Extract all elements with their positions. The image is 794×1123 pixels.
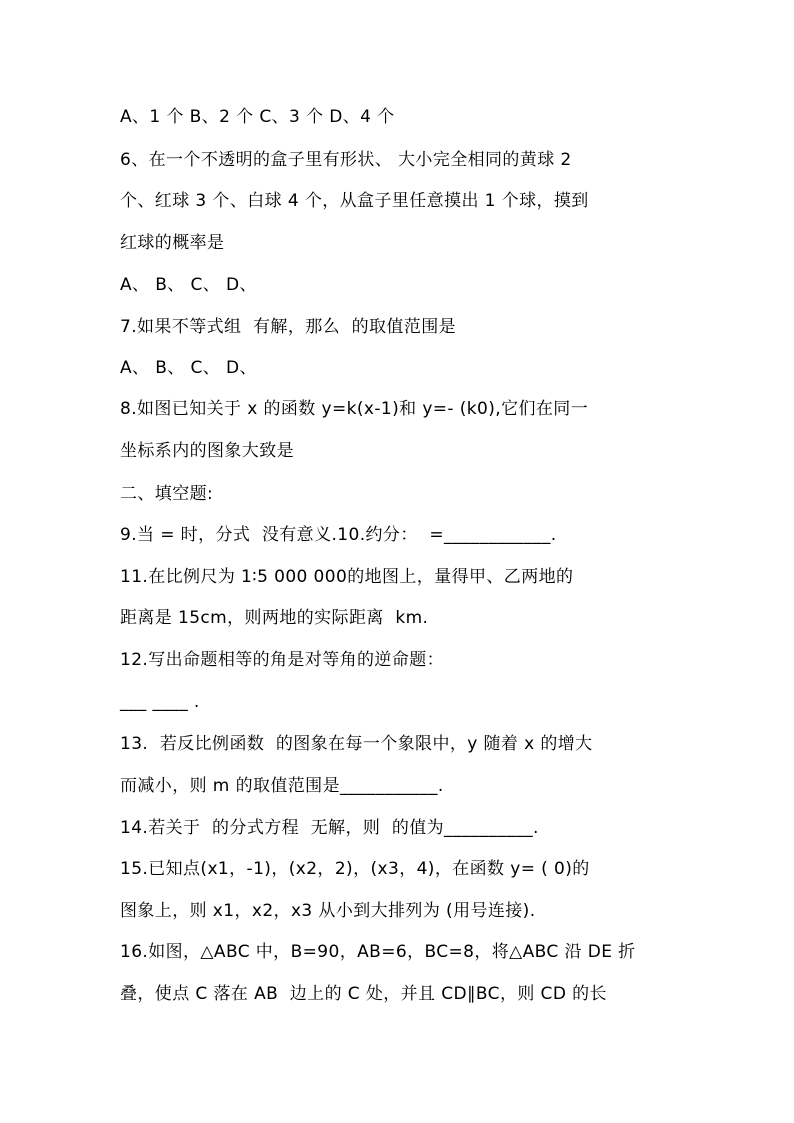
text-line-q8-part1: 8.如图已知关于 x 的函数 y=k(x-1)和 y=- (k0),它们在同一 bbox=[120, 399, 589, 419]
text-line-q16-part2: 叠，使点 C 落在 AB 边上的 C 处，并且 CD∥BC，则 CD 的长 bbox=[120, 984, 607, 1004]
text-line-q13-part1: 13. 若反比例函数 的图象在每一个象限中，y 随着 x 的增大 bbox=[120, 734, 593, 754]
text-line-options-q5: A、1 个 B、2 个 C、3 个 D、4 个 bbox=[120, 107, 395, 127]
text-line-options-q7: A、 B、 C、 D、 bbox=[120, 358, 257, 378]
text-line-options-q6: A、 B、 C、 D、 bbox=[120, 275, 257, 295]
text-line-q12-blank: ___ ____ . bbox=[120, 692, 200, 712]
text-line-q11-part2: 距离是 15cm，则两地的实际距离 km. bbox=[120, 608, 429, 628]
text-line-q6-part3: 红球的概率是 bbox=[120, 233, 225, 253]
text-line-q12: 12.写出命题相等的角是对等角的逆命题： bbox=[120, 650, 445, 670]
text-line-q8-part2: 坐标系内的图象大致是 bbox=[120, 441, 294, 461]
section-heading-fill-in: 二、填空题: bbox=[120, 484, 214, 504]
text-line-q9-q10: 9.当 = 时，分式 没有意义.10.约分： =____________. bbox=[120, 525, 557, 545]
text-line-q14: 14.若关于 的分式方程 无解，则 的值为__________. bbox=[120, 818, 539, 838]
text-line-q13-part2: 而减小，则 m 的取值范围是___________. bbox=[120, 776, 444, 796]
text-line-q16-part1: 16.如图，△ABC 中，B=90，AB=6，BC=8，将△ABC 沿 DE 折 bbox=[120, 942, 636, 962]
text-line-q6-part2: 个、红球 3 个、白球 4 个，从盒子里任意摸出 1 个球，摸到 bbox=[120, 191, 589, 211]
text-line-q7: 7.如果不等式组 有解，那么 的取值范围是 bbox=[120, 317, 457, 337]
text-line-q15-part1: 15.已知点(x1，-1)，(x2，2)，(x3，4)，在函数 y= ( 0)的 bbox=[120, 859, 590, 879]
text-line-q11-part1: 11.在比例尺为 1∶5 000 000的地图上，量得甲、乙两地的 bbox=[120, 567, 574, 587]
text-line-q15-part2: 图象上，则 x1，x2，x3 从小到大排列为 (用号连接). bbox=[120, 901, 536, 921]
text-line-q6-part1: 6、在一个不透明的盒子里有形状、 大小完全相同的黄球 2 bbox=[120, 150, 572, 170]
